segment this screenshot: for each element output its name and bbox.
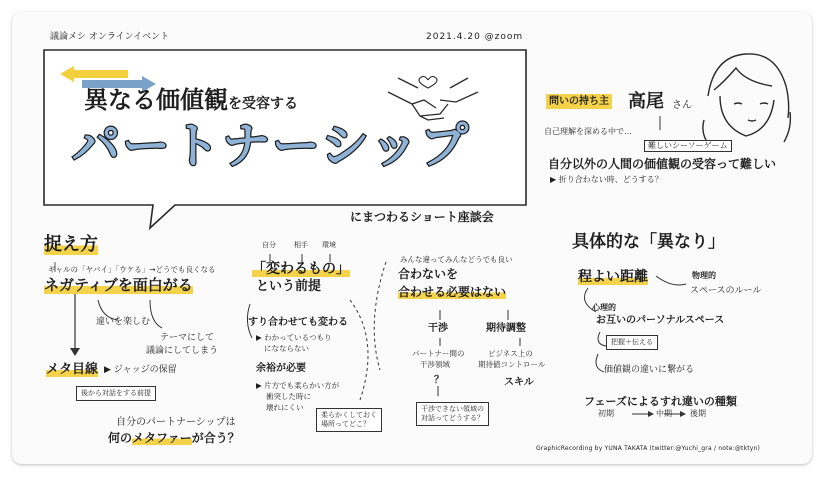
diff-p3: 後期 xyxy=(690,409,706,418)
align-l2b: 期待値コントロール xyxy=(478,360,546,369)
diff-p2: 中期 xyxy=(656,409,672,418)
change-h2: という前提 xyxy=(256,279,322,294)
asker-sub: ▶ 折り合わない時、どうする？ xyxy=(550,175,663,184)
change-w3: 環境 xyxy=(322,241,336,249)
asker-name: 高尾 xyxy=(628,91,664,112)
align-l2a: ビジネス上の xyxy=(488,349,533,358)
portrait-icon xyxy=(703,54,791,146)
align-h2: 合わせる必要はない xyxy=(398,285,507,299)
align-l2c: スキル xyxy=(504,377,534,388)
capture-item2b: 議論にしてしまう xyxy=(146,346,219,356)
capture-main: ネガティブを面白がる xyxy=(44,276,193,294)
align-note: みんな違ってみんなどうでも良い xyxy=(400,255,513,264)
change-item1: すり合わせても変わる xyxy=(248,317,348,328)
diff-mental: 心理的 xyxy=(592,303,616,312)
diff-p1: 初期 xyxy=(598,409,614,418)
change-h1: 「変わるもの」 xyxy=(252,261,350,277)
event-date: 2021.4.20 @zoom xyxy=(426,32,524,42)
capture-item1: 違いを楽しむ xyxy=(96,317,151,327)
title-line1 xyxy=(84,88,298,112)
diff-physical2: スペースのルール xyxy=(690,286,762,296)
diff-distance: 程よい距離 xyxy=(578,269,648,285)
align-h1: 合わないを xyxy=(398,267,459,281)
align-b2: 期待調整 xyxy=(486,323,526,334)
align-l1a: パートナー間の xyxy=(412,349,465,358)
capture-judge: ▶ ジャッジの保留 xyxy=(104,365,177,375)
align-l1c: ？ xyxy=(434,375,444,386)
align-l1b: 干渉領域 xyxy=(420,360,450,369)
capture-meta: メタ目線 xyxy=(46,362,99,377)
footer-credit: GraphicRecording by YUNA TAKATA (twitter:@Yuchi_gra / note:@tktyn) xyxy=(536,445,761,452)
change-item1-sub2: になならない xyxy=(264,344,309,353)
capture-item2a: テーマにして xyxy=(160,333,215,343)
align-b1: 干渉 xyxy=(428,323,448,334)
align-box: 干渉できない領域の 対話ってどうする？ xyxy=(416,402,489,426)
capture-q1: 自分のパートナーシップは xyxy=(116,417,236,428)
change-item2-sub1: ▶ 片方でも柔らかい方が xyxy=(256,381,340,390)
event-label: 議論メシ オンラインイベント xyxy=(50,32,170,42)
change-w1: 自分 xyxy=(262,241,276,249)
capture-q2: 何のメタファーが合う？ xyxy=(108,431,240,445)
change-item1-sub1: ▶ わかっているつもり xyxy=(256,333,332,342)
asker-tag: 問いの持ち主 xyxy=(546,97,612,107)
diff-values: 価値観の違いに繋がる xyxy=(604,365,695,375)
capture-heading: 捉え方 xyxy=(44,234,98,255)
capture-box: 後から対話をする前提 xyxy=(76,386,156,401)
diff-personal: お互いのパーソナルスペース xyxy=(596,315,725,326)
change-item2-sub3: 壊れにくい xyxy=(266,403,304,412)
diff-physical1: 物理的 xyxy=(692,271,716,280)
diff-heading: 具体的な「異なり」 xyxy=(572,232,725,252)
title-line1-sub: を受容する xyxy=(228,96,298,112)
change-w2: 相手 xyxy=(294,241,308,249)
title-line1-main: 異なる価値観 xyxy=(84,86,228,114)
title-line2: パートナーシップ xyxy=(72,118,471,174)
diff-box: 把握＋伝える xyxy=(606,335,658,350)
subtitle: にまつわるショート座談会 xyxy=(350,210,494,224)
change-item2-sub2: 衝突した時に xyxy=(266,392,311,401)
diff-phases: フェーズによるすれ違いの種類 xyxy=(584,395,737,408)
capture-note: ギャルの「ヤバイ」「ウケる」→どうでも良くなる xyxy=(48,265,216,274)
asker-note1: 自己理解を深める中で… xyxy=(544,127,632,136)
change-box: 柔らかくしておく 場所ってどこ？ xyxy=(316,408,382,432)
asker-note2: 難しいシーソーゲーム xyxy=(644,140,732,152)
change-item2: 余裕が必要 xyxy=(256,363,306,374)
asker-question: 自分以外の人間の価値観の受容って難しい xyxy=(548,157,777,171)
asker-honorific: さん xyxy=(672,100,692,111)
